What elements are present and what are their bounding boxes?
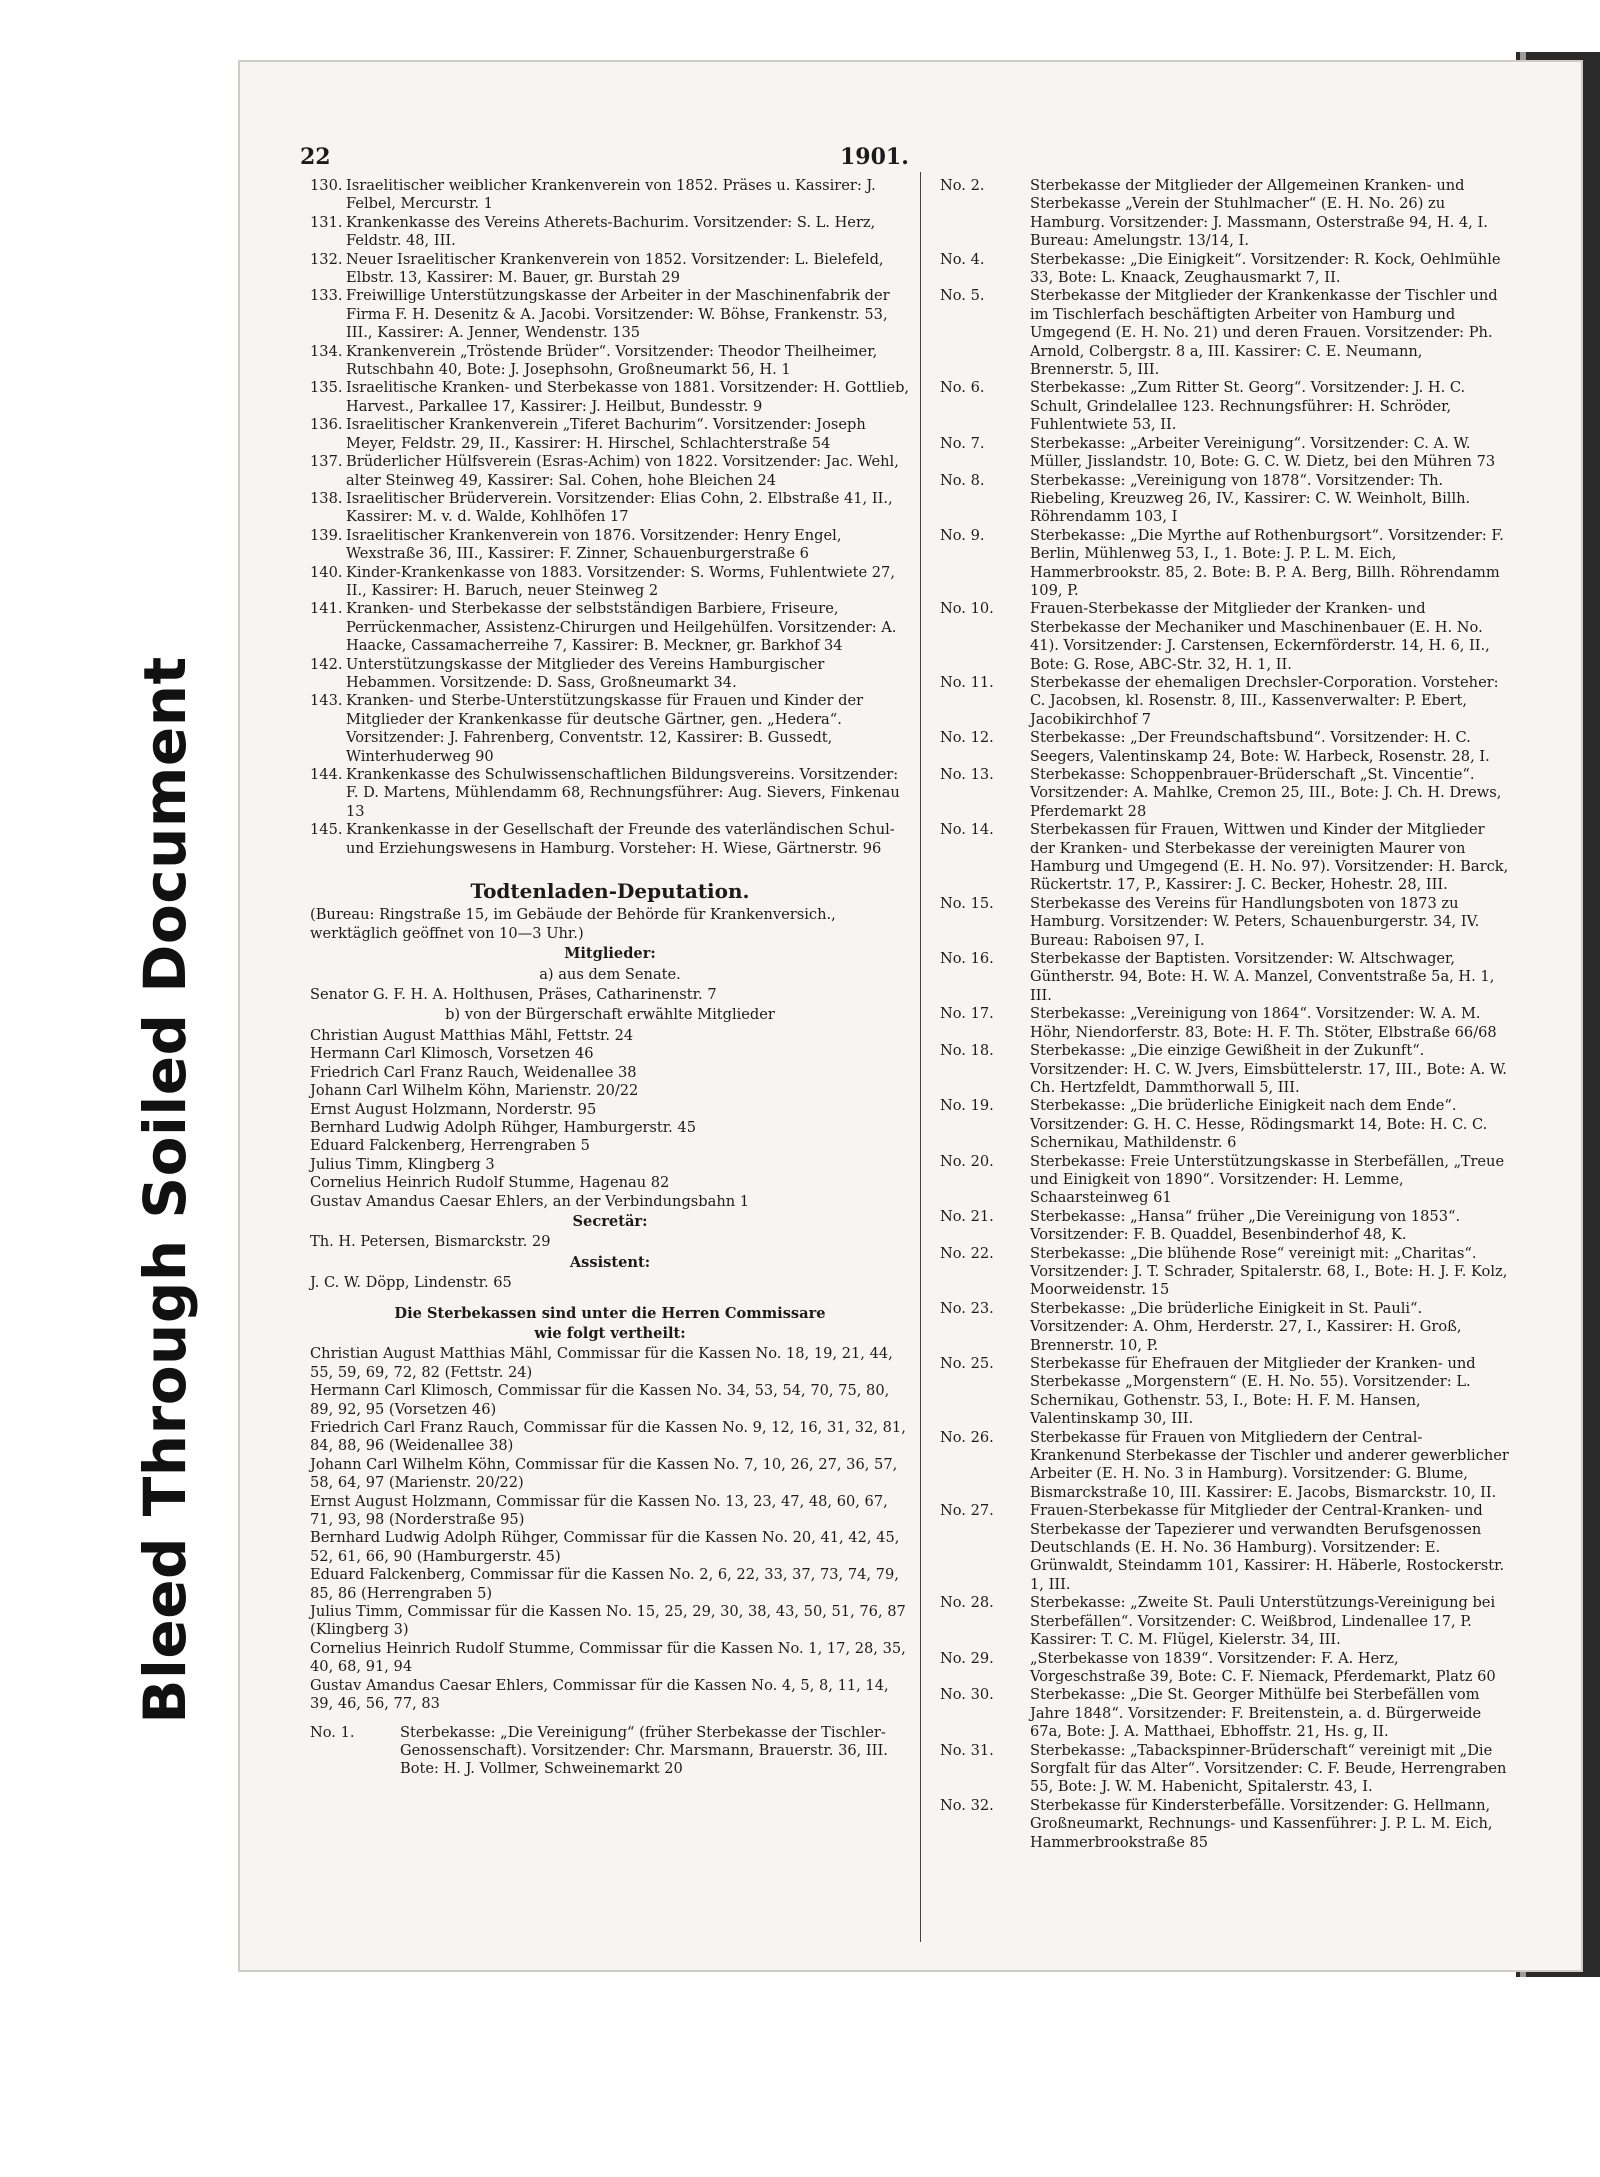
list-item	[310, 343, 910, 380]
entry-text: Kranken- und Sterbe-Unterstützungskasse für Frauen und Kinder der Mitglieder der Krankenkasse für deutsche Gärtner, gen. „Hedera“. Vorsitzender: J. Fahrenberg, Conventstr. 12, Kassirer: B. Gussedt, Winterhuderweg 90	[346, 692, 864, 765]
list-item	[940, 1502, 1510, 1594]
entry-text: Sterbekasse: „Zum Ritter St. Georg“. Vorsitzender: J. H. C. Schult, Grindelallee 123. Rechnungsführer: H. Schröder, Fuhlentwiete 53, II.	[1030, 379, 1466, 434]
entry-number: 133.	[310, 287, 343, 305]
list-item	[310, 214, 910, 251]
entry-number: No. 9.	[940, 526, 985, 544]
page-year: 1901.	[840, 144, 909, 170]
entry-number: No. 11.	[940, 673, 994, 691]
entry-text: Israelitischer Brüderverein. Vorsitzender: Elias Cohn, 2. Elbstraße 41, II., Kassirer: M. v. d. Walde, Kohlhöfen 17	[346, 489, 893, 526]
entry-number: No. 28.	[940, 1594, 994, 1612]
left-entries-list	[310, 177, 910, 858]
list-item	[940, 1594, 1510, 1649]
list-item	[940, 287, 1510, 379]
entry-text: Krankenkasse des Schulwissenschaftlichen Bildungsvereins. Vorsitzender: F. D. Martens, Mühlendamm 68, Rechnungsführer: Aug. Sievers, Finkenau 13	[346, 766, 900, 820]
entry-number: 139.	[310, 526, 343, 544]
list-item	[310, 527, 910, 564]
entry-number: 143.	[310, 692, 343, 710]
list-item	[940, 1245, 1510, 1300]
entry-text: Frauen-Sterbekasse für Mitglieder der Central-Kranken- und Sterbekasse der Tapezierer und verwandten Berufsgenossen Deutschlands (E. H. No. 36 Hamburg). Vorsitzender: E. Grünwaldt, Steindamm 101, Kassirer: H. Häberle, Rostockerstr. 1, III.	[1030, 1502, 1505, 1593]
list-item	[310, 287, 910, 342]
entry-text: Israelitischer Krankenverein von 1876. Vorsitzender: Henry Engel, Wexstraße 36, III., Kassirer: F. Zinner, Schauenburgerstraße 6	[346, 526, 842, 563]
entry-number: 131.	[310, 213, 343, 231]
entry-number: No. 30.	[940, 1686, 994, 1704]
entry-text: Sterbekasse: „Zweite St. Pauli Unterstützungs-Vereinigung bei Sterbefällen“. Vorsitzender: C. Weißbrod, Lindenallee 17, P. Kassirer: T. C. M. Flügel, Kielerstr. 34, III.	[1030, 1594, 1496, 1649]
entry-number: No. 26.	[940, 1428, 994, 1446]
entry-text: Unterstützungskasse der Mitglieder des Vereins Hamburgischer Hebammen. Vorsitzende: D. Sass, Großneumarkt 34.	[346, 655, 825, 691]
list-item	[310, 564, 910, 601]
list-item	[310, 251, 910, 288]
list-item	[940, 821, 1510, 895]
list-item	[940, 379, 1510, 434]
list-item	[940, 1300, 1510, 1355]
entry-number: No. 5.	[940, 287, 985, 305]
distribution-list	[310, 1345, 910, 1713]
column-divider	[920, 172, 921, 1942]
document-page	[238, 60, 1583, 1972]
entry-number: No. 19.	[940, 1097, 994, 1115]
citizen-member: Cornelius Heinrich Rudolf Stumme, Hagenau 82	[310, 1174, 670, 1192]
entry-number: No. 14.	[940, 821, 994, 839]
entry-number: No. 16.	[940, 950, 994, 968]
entry-text: Sterbekasse: „Arbeiter Vereinigung“. Vorsitzender: C. A. W. Müller, Jisslandstr. 10, Bote: G. C. W. Dietz, bei den Mühren 73	[1030, 434, 1496, 471]
entry-text: „Sterbekasse von 1839“. Vorsitzender: F. A. Herz, Vorgeschstraße 39, Bote: C. F. Niemack, Pferdemarkt, Platz 60	[1030, 1649, 1496, 1685]
list-item	[310, 656, 910, 693]
entry-number: 144.	[310, 766, 343, 783]
entry-text: Frauen-Sterbekasse der Mitglieder der Kranken- und Sterbekasse der Mechaniker und Maschinenbauer (E. H. No. 41). Vorsitzender: J. Carstensen, Eckernförderstr. 14, H. 6, II., Bote: G. Rose, ABC-Str. 32, H. 1, II.	[1030, 600, 1490, 673]
entry-text: Sterbekasse des Vereins für Handlungsboten von 1873 zu Hamburg. Vorsitzender: W. Peters, Schauenburgerstr. 34, IV. Bureau: Raboisen 97, I.	[1030, 894, 1480, 949]
entry-text: Sterbekasse: Freie Unterstützungskasse in Sterbefällen, „Treue und Einigkeit von 1890“. Vorsitzender: H. Lemme, Schaarsteinweg 61	[1030, 1152, 1505, 1207]
commissar-assignment: Bernhard Ludwig Adolph Rühger, Commissar für die Kassen No. 20, 41, 42, 45, 52, 61, 66, 90 (Hamburgerstr. 45)	[310, 1529, 900, 1565]
entry-number: No. 10.	[940, 600, 994, 618]
entry-number: 141.	[310, 600, 343, 618]
assistant-name: J. C. W. Döpp, Lindenstr. 65	[310, 1274, 512, 1292]
commissar-assignment: Johann Carl Wilhelm Köhn, Commissar für die Kassen No. 7, 10, 26, 27, 36, 57, 58, 64, 97 (Marienstr. 20/22)	[310, 1455, 898, 1492]
assistant-heading: Assistent:	[569, 1253, 651, 1271]
list-item	[940, 472, 1510, 527]
entry-number: No. 17.	[940, 1005, 994, 1023]
list-item	[940, 1797, 1510, 1852]
entry-number: 145.	[310, 821, 343, 839]
entry-text: Freiwillige Unterstützungskasse der Arbeiter in der Maschinenfabrik der Firma F. H. Desenitz & A. Jacobi. Vorsitzender: W. Böhse, Frankenstr. 53, III., Kassirer: A. Jenner, Wendenstr. 135	[346, 287, 890, 342]
distribution-heading-1: Die Sterbekassen sind unter die Herren Commissare	[394, 1304, 826, 1322]
commissar-assignment: Cornelius Heinrich Rudolf Stumme, Commissar für die Kassen No. 1, 17, 28, 35, 40, 68, 91, 94	[310, 1639, 906, 1676]
entry-text: Sterbekasse: „Die brüderliche Einigkeit nach dem Ende“. Vorsitzender: G. H. C. Hesse, Rödingsmarkt 14, Bote: H. C. C. Schernikau, Mathildenstr. 6	[1030, 1097, 1488, 1152]
list-item	[310, 490, 910, 527]
distribution-heading-2: wie folgt vertheilt:	[534, 1324, 686, 1342]
stamp-overlay	[120, 656, 210, 1724]
entry-text: Sterbekasse: „Die St. Georger Mithülfe bei Sterbefällen vom Jahre 1848“. Vorsitzender: F. Breitenstein, a. d. Bürgerweide 67a, Bote: J. A. Matthaei, Ebhoffstr. 21, Hs. g, II.	[1030, 1686, 1482, 1741]
entry-number: 135.	[310, 379, 343, 397]
entry-text: Sterbekasse: „Die brüderliche Einigkeit in St. Pauli“. Vorsitzender: A. Ohm, Herderstr. 27, I., Kassirer: H. Groß, Brennerstr. 10, P.	[1030, 1299, 1462, 1354]
entry-text: Krankenkasse des Vereins Atherets-Bachurim. Vorsitzender: S. L. Herz, Feldstr. 48, III.	[346, 213, 876, 250]
entry-number: No. 31.	[940, 1741, 994, 1759]
entry-number: No. 7.	[940, 434, 985, 452]
entry-text: Sterbekasse: „Die Myrthe auf Rothenburgsort“. Vorsitzender: F. Berlin, Mühlenweg 53, I., 1. Bote: J. P. L. M. Eich, Hammerbrookstr. 85, 2. Bote: B. P. A. Berg, Billh. Röhrendamm 109, P.	[1030, 526, 1504, 599]
deputation-title: Todtenladen-Deputation.	[470, 879, 750, 904]
entry-number: No. 29.	[940, 1649, 994, 1667]
entry-number: No. 4.	[940, 250, 985, 268]
citizen-member: Hermann Carl Klimosch, Vorsetzen 46	[310, 1045, 594, 1063]
list-item	[940, 1355, 1510, 1429]
entry-number: No. 25.	[940, 1355, 994, 1372]
entry-number: No. 20.	[940, 1152, 994, 1170]
entry-number: 137.	[310, 453, 343, 471]
citizen-member: Eduard Falckenberg, Herrengraben 5	[310, 1137, 590, 1155]
deputation-bureau: (Bureau: Ringstraße 15, im Gebäude der Behörde für Krankenversich., werktäglich geöffnet von 10—3 Uhr.)	[310, 906, 836, 942]
entry-number: No. 15.	[940, 894, 994, 912]
citizen-member: Christian August Matthias Mähl, Fettstr. 24	[310, 1026, 634, 1044]
entry-text: Sterbekasse: „Der Freundschaftsbund“. Vorsitzender: H. C. Seegers, Valentinskamp 24, Bote: W. Harbeck, Rosenstr. 28, I.	[1030, 729, 1490, 765]
page-number: 22	[300, 144, 331, 170]
entry-text: Sterbekasse: „Die einzige Gewißheit in der Zukunft“. Vorsitzender: H. C. W. Jvers, Eimsbüttelerstr. 17, III., Bote: A. W. Ch. Hertzfeldt, Dammthorwall 5, III.	[1030, 1042, 1507, 1096]
list-item	[940, 1429, 1510, 1503]
senate-heading: a) aus dem Senate.	[539, 965, 681, 983]
entry-text: Krankenkasse in der Gesellschaft der Freunde des vaterländischen Schul- und Erziehungswesens in Hamburg. Vorsteher: H. Wiese, Gärtnerstr. 96	[346, 821, 895, 857]
entry-text: Sterbekasse für Kindersterbefälle. Vorsitzender: G. Hellmann, Großneumarkt, Rechnungs- und Kassenführer: J. P. L. M. Eich, Hammerbrookstraße 85	[1030, 1796, 1493, 1851]
list-item	[940, 1042, 1510, 1097]
list-item	[310, 177, 910, 214]
entry-number: No. 23.	[940, 1299, 994, 1317]
list-item	[310, 766, 910, 821]
entry-number: No. 21.	[940, 1207, 994, 1225]
list-item	[940, 895, 1510, 950]
entry-text: Sterbekasse: „Vereinigung von 1878“. Vorsitzender: Th. Riebeling, Kreuzweg 26, IV., Kassirer: C. W. Weinholt, Billh. Röhrendamm 103, I	[1030, 471, 1471, 526]
citizen-member: Ernst August Holzmann, Norderstr. 95	[310, 1100, 597, 1118]
commissar-assignment: Gustav Amandus Caesar Ehlers, Commissar für die Kassen No. 4, 5, 8, 11, 14, 39, 46, 56, 77, 83	[310, 1676, 889, 1713]
list-item	[940, 950, 1510, 1005]
list-item	[940, 1742, 1510, 1797]
list-item	[940, 435, 1510, 472]
list-item	[940, 1153, 1510, 1208]
entry-text: Sterbekasse: Schoppenbrauer-Brüderschaft „St. Vincentie“. Vorsitzender: A. Mahlke, Cremon 25, III., Bote: J. Ch. H. Drews, Pferdemarkt 28	[1030, 766, 1502, 820]
right-entries-list	[940, 177, 1510, 1852]
secretary-name: Th. H. Petersen, Bismarckstr. 29	[310, 1233, 551, 1251]
entry-number: No. 8.	[940, 471, 985, 489]
entry-text: Israelitische Kranken- und Sterbekasse von 1881. Vorsitzender: H. Gottlieb, Harvest., Parkallee 17, Kassirer: J. Heilbut, Bundesstr. 9	[346, 379, 910, 415]
entry-text: Krankenverein „Tröstende Brüder“. Vorsitzender: Theodor Theilheimer, Rutschbahn 40, Bote: J. Josephsohn, Großneumarkt 56, H. 1	[346, 342, 878, 379]
entry-text: Sterbekasse der Baptisten. Vorsitzender: W. Altschwager, Güntherstr. 94, Bote: H. W. A. Manzel, Conventstraße 5a, H. 1, III.	[1030, 950, 1495, 1004]
citizen-member: Gustav Amandus Caesar Ehlers, an der Verbindungsbahn 1	[310, 1192, 750, 1210]
list-item	[940, 177, 1510, 251]
commissar-assignment: Friedrich Carl Franz Rauch, Commissar für die Kassen No. 9, 12, 16, 31, 32, 81, 84, 88, 96 (Weidenallee 38)	[310, 1419, 906, 1455]
list-item	[940, 527, 1510, 601]
list-item	[310, 692, 910, 766]
entry-text: Kranken- und Sterbekasse der selbstständigen Barbiere, Friseure, Perrückenmacher, Assistenz-Chirurgen und Heilgehülfen. Vorsitzender: A. Haacke, Cassamacherreihe 7, Kassirer: B. Meckner, gr. Barkhof 34	[346, 600, 897, 655]
list-item	[940, 1097, 1510, 1152]
entry-number: No. 6.	[940, 379, 985, 397]
stamp-text: Bleed Through Soiled Document	[131, 656, 199, 1724]
list-item	[940, 1686, 1510, 1741]
entry-text: Kinder-Krankenkasse von 1883. Vorsitzender: S. Worms, Fuhlentwiete 27, II., Kassirer: H. Baruch, neuer Steinweg 2	[346, 563, 895, 599]
entry-number: No. 32.	[940, 1796, 994, 1814]
senate-member: Senator G. F. H. A. Holthusen, Präses, Catharinenstr. 7	[310, 986, 717, 1004]
members-heading: Mitglieder:	[564, 945, 656, 963]
list-item	[310, 416, 910, 453]
entry-text: Brüderlicher Hülfsverein (Esras-Achim) von 1822. Vorsitzender: Jac. Wehl, alter Steinweg 49, Kassirer: Sal. Cohen, hohe Bleichen 24	[346, 453, 899, 489]
entry-number: 138.	[310, 489, 343, 507]
citizens-heading: b) von der Bürgerschaft erwählte Mitglieder	[445, 1006, 775, 1024]
entry-text: Sterbekasse der Mitglieder der Krankenkasse der Tischler und im Tischlerfach beschäftigten Arbeiter von Hamburg und Umgegend (E. H. No. 21) und deren Frauen. Vorsitzender: Ph. Arnold, Colbergstr. 8 a, III. Kassirer: C. E. Neumann, Brennerstr. 5, III.	[1030, 287, 1498, 379]
left-column	[310, 177, 910, 1779]
list-item	[310, 821, 910, 858]
entry-number: No. 12.	[940, 729, 994, 747]
entry-number: No. 18.	[940, 1042, 994, 1060]
secretary-heading: Secretär:	[572, 1212, 648, 1230]
entry-text: Israelitischer Krankenverein „Tiferet Bachurim“. Vorsitzender: Joseph Meyer, Feldstr. 29, II., Kassirer: H. Hirschel, Schlachterstraße 54	[346, 416, 866, 452]
entry-text: Neuer Israelitischer Krankenverein von 1852. Vorsitzender: L. Bielefeld, Elbstr. 13, Kassirer: M. Bauer, gr. Burstah 29	[346, 250, 884, 287]
entry-number: 130.	[310, 177, 343, 194]
entry-text: Israelitischer weiblicher Krankenverein von 1852. Präses u. Kassirer: J. Felbel, Mercurstr. 1	[346, 177, 876, 213]
list-item	[940, 1208, 1510, 1245]
list-item	[940, 729, 1510, 766]
list-item	[310, 379, 910, 416]
commissar-assignment: Ernst August Holzmann, Commissar für die Kassen No. 13, 23, 47, 48, 60, 67, 71, 93, 98 (Norderstraße 95)	[310, 1492, 888, 1529]
commissar-assignment: Eduard Falckenberg, Commissar für die Kassen No. 2, 6, 22, 33, 37, 73, 74, 79, 85, 86 (Herrengraben 5)	[310, 1566, 899, 1602]
entry-number: 142.	[310, 655, 343, 673]
entry-text: Sterbekasse: „Vereinigung von 1864“. Vorsitzender: W. A. M. Höhr, Niendorferstr. 83, Bote: H. F. Th. Stöter, Elbstraße 66/68	[1030, 1005, 1497, 1041]
citizens-list	[310, 1027, 910, 1211]
citizen-member: Friedrich Carl Franz Rauch, Weidenallee 38	[310, 1063, 637, 1081]
list-item	[940, 1650, 1510, 1687]
entry-number: No. 2.	[940, 177, 985, 194]
entry-text: Sterbekasse: „Die blühende Rose“ vereinigt mit: „Charitas“. Vorsitzender: J. T. Schrader, Spitalerstr. 68, I., Bote: H. J. F. Kolz, Moorweidenstr. 15	[1030, 1244, 1508, 1299]
entry-text: Sterbekassen für Frauen, Wittwen und Kinder der Mitglieder der Kranken- und Sterbekasse der vereinigten Maurer von Hamburg und Umgegend (E. H. No. 97). Vorsitzender: H. Barck, Rückertstr. 17, P., Kassirer: J. C. Becker, Hohestr. 28, III.	[1030, 821, 1509, 894]
left-footer-entry	[310, 1724, 910, 1779]
entry-number: 132.	[310, 250, 343, 268]
commissar-assignment: Hermann Carl Klimosch, Commissar für die Kassen No. 34, 53, 54, 70, 75, 80, 89, 92, 95 (Vorsetzen 46)	[310, 1382, 890, 1418]
citizen-member: Bernhard Ludwig Adolph Rühger, Hamburgerstr. 45	[310, 1118, 697, 1136]
entry-number: No. 27.	[940, 1502, 994, 1520]
entry-text: Sterbekasse für Frauen von Mitgliedern der Central-Krankenund Sterbekasse der Tischler und anderer gewerblicher Arbeiter (E. H. No. 3 in Hamburg). Vorsitzender: G. Blume, Bismarckstraße 10, III. Kassirer: E. Jacobs, Bismarckstr. 10, II.	[1030, 1428, 1509, 1501]
page-header	[300, 144, 1501, 170]
entry-text: Sterbekasse der Mitglieder der Allgemeinen Kranken- und Sterbekasse „Verein der Stuhlmacher“ (E. H. No. 26) zu Hamburg. Vorsitzender: J. Massmann, Osterstraße 94, H. 4, I. Bureau: Amelungstr. 13/14, I.	[1030, 177, 1488, 250]
entry-number: 140.	[310, 563, 343, 581]
list-item	[310, 453, 910, 490]
list-item	[940, 251, 1510, 288]
entry-text: Sterbekasse: „Die Vereinigung“ (früher Sterbekasse der Tischler-Genossenschaft). Vorsitzender: Chr. Marsmann, Brauerstr. 36, III. Bote: H. J. Vollmer, Schweinemarkt 20	[400, 1723, 888, 1778]
commissar-assignment: Julius Timm, Commissar für die Kassen No. 15, 25, 29, 30, 38, 43, 50, 51, 76, 87 (Klingberg 3)	[310, 1603, 906, 1639]
entry-number: No. 13.	[940, 766, 994, 783]
entry-text: Sterbekasse: „Die Einigkeit“. Vorsitzender: R. Kock, Oehlmühle 33, Bote: L. Knaack, Zeughausmarkt 7, II.	[1030, 250, 1501, 287]
list-item	[940, 600, 1510, 674]
entry-number: No. 22.	[940, 1244, 994, 1262]
citizen-member: Johann Carl Wilhelm Köhn, Marienstr. 20/22	[310, 1082, 639, 1100]
entry-text: Sterbekasse: „Tabackspinner-Brüderschaft“ vereinigt mit „Die Sorgfalt für das Alter“. Vorsitzender: C. F. Beude, Herrengraben 55, Bote: J. W. M. Habenicht, Spitalerstr. 43, I.	[1030, 1741, 1507, 1796]
entry-number: 134.	[310, 342, 343, 360]
entry-number: No. 1.	[310, 1723, 355, 1741]
list-item	[940, 766, 1510, 821]
commissar-assignment: Christian August Matthias Mähl, Commissar für die Kassen No. 18, 19, 21, 44, 55, 59, 69, 72, 82 (Fettstr. 24)	[310, 1345, 893, 1381]
entry-number: 136.	[310, 416, 343, 434]
entry-text: Sterbekasse: „Hansa“ früher „Die Vereinigung von 1853“. Vorsitzender: F. B. Quaddel, Besenbinderhof 48, K.	[1030, 1207, 1461, 1244]
entry-text: Sterbekasse der ehemaligen Drechsler-Corporation. Vorsteher: C. Jacobsen, kl. Rosenstr. 8, III., Kassenverwalter: P. Ebert, Jacobikirchhof 7	[1030, 673, 1499, 728]
list-item	[940, 674, 1510, 729]
right-column	[940, 177, 1510, 1852]
entry-text: Sterbekasse für Ehefrauen der Mitglieder der Kranken- und Sterbekasse „Morgenstern“ (E. H. No. 55). Vorsitzender: L. Schernikau, Gothenstr. 53, I., Bote: H. F. M. Hansen, Valentinskamp 30, III.	[1030, 1355, 1476, 1428]
list-item	[310, 600, 910, 655]
citizen-member: Julius Timm, Klingberg 3	[310, 1155, 495, 1173]
list-item	[940, 1005, 1510, 1042]
